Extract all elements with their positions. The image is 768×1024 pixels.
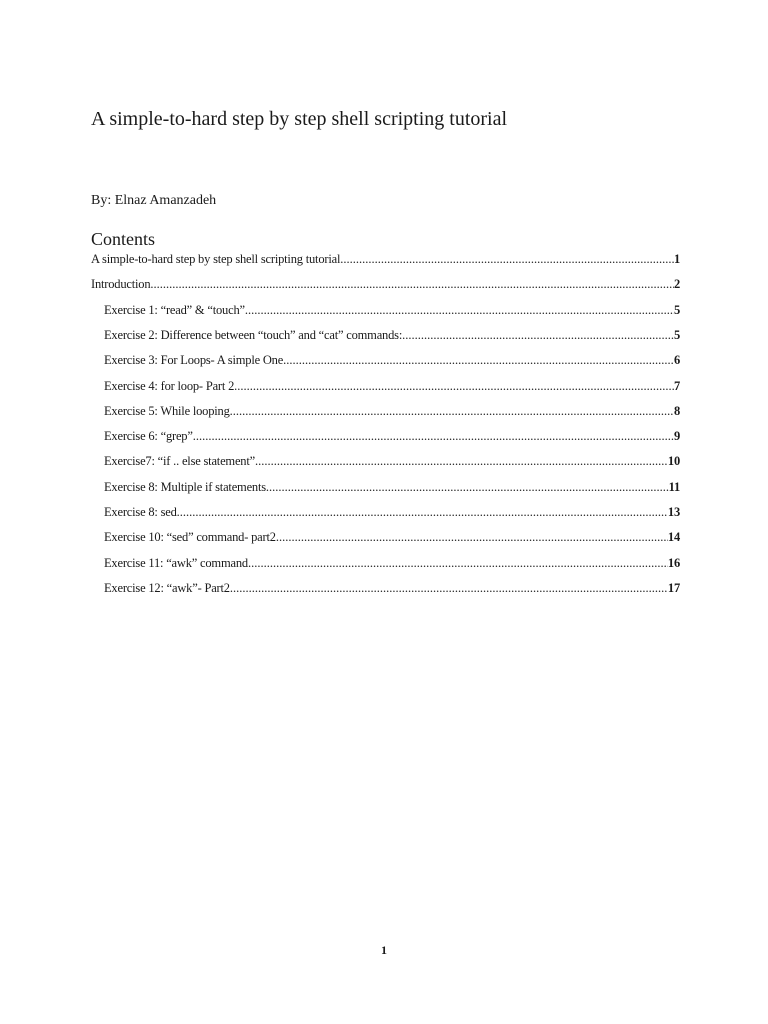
toc-entry[interactable] <box>91 480 680 500</box>
toc-entry-label: Exercise 6: “grep” <box>104 429 193 444</box>
toc-entry-label: Exercise 1: “read” & “touch” <box>104 302 245 317</box>
toc-entry-label: Exercise 11: “awk” command <box>104 555 248 570</box>
toc-entry-label: Exercise 2: Difference between “touch” and “cat” commands: <box>104 327 403 342</box>
toc-entry[interactable] <box>91 328 680 348</box>
toc-entry[interactable] <box>91 556 680 576</box>
toc-entry-page: 14 <box>667 530 680 545</box>
toc-dot-leader <box>255 454 668 469</box>
toc-entry-page: 11 <box>668 479 680 494</box>
toc-entry-label: Exercise 5: While looping <box>104 403 230 418</box>
toc-entry[interactable] <box>91 454 680 474</box>
document-title: A simple-to-hard step by step shell scripting tutorial <box>91 108 508 130</box>
author-line: By: Elnaz Amanzadeh <box>91 193 217 208</box>
toc-entry-label: Exercise 8: sed <box>104 505 177 519</box>
toc-entry-label: Exercise 8: Multiple if statements <box>104 479 266 494</box>
toc-entry-page: 8 <box>673 403 680 418</box>
contents-heading: Contents <box>91 229 156 249</box>
toc-entry-page: 17 <box>667 580 680 595</box>
toc-dot-leader <box>340 252 674 267</box>
toc-entry[interactable] <box>91 530 680 550</box>
toc-entry-page: 5 <box>673 302 680 317</box>
toc-entry[interactable] <box>91 581 680 601</box>
toc-dot-leader <box>150 277 674 292</box>
toc-entry[interactable] <box>91 379 680 399</box>
toc-dot-leader <box>230 581 668 596</box>
toc-entry-label: Exercise 12: “awk”- Part2 <box>104 580 230 595</box>
toc-entry-label: Exercise 3: For Loops- A simple One <box>104 353 284 368</box>
toc-entry-page: 6 <box>673 353 680 368</box>
toc-entry-label: A simple-to-hard step by step shell scripting tutorial <box>91 252 341 266</box>
toc-dot-leader <box>248 556 668 571</box>
toc-dot-leader <box>245 303 674 318</box>
toc-entry-page: 13 <box>667 505 680 519</box>
toc-dot-leader <box>266 480 669 495</box>
toc-entry-page: 9 <box>673 429 680 444</box>
toc-entry[interactable] <box>91 303 680 323</box>
toc-entry[interactable] <box>91 353 680 373</box>
toc-dot-leader <box>234 379 674 394</box>
toc-dot-leader <box>177 505 668 520</box>
toc-entry-label: Exercise 4: for loop- Part 2 <box>104 378 235 393</box>
toc-entry-label: Exercise 10: “sed” command- part2 <box>104 530 276 545</box>
toc-entry[interactable] <box>91 277 680 297</box>
toc-entry[interactable] <box>91 404 680 424</box>
toc-entry[interactable] <box>91 505 680 525</box>
toc-entry[interactable] <box>91 429 680 449</box>
toc-dot-leader <box>402 328 674 343</box>
footer-page-number: 1 <box>381 943 387 957</box>
toc-entry-label: Introduction <box>91 277 151 292</box>
toc-dot-leader <box>276 530 668 545</box>
toc-entry-page: 2 <box>673 277 680 292</box>
toc-entry-page: 7 <box>673 378 680 393</box>
toc-entry-page: 10 <box>667 454 680 469</box>
toc-dot-leader <box>283 353 674 368</box>
toc-entry-label: Exercise7: “if .. else statement” <box>104 454 255 469</box>
toc-dot-leader <box>193 429 674 444</box>
toc-entry[interactable] <box>91 252 680 272</box>
toc-entry-page: 1 <box>673 252 680 266</box>
toc-dot-leader <box>230 404 674 419</box>
toc-entry-page: 16 <box>667 555 680 570</box>
toc-entry-page: 5 <box>673 327 680 342</box>
